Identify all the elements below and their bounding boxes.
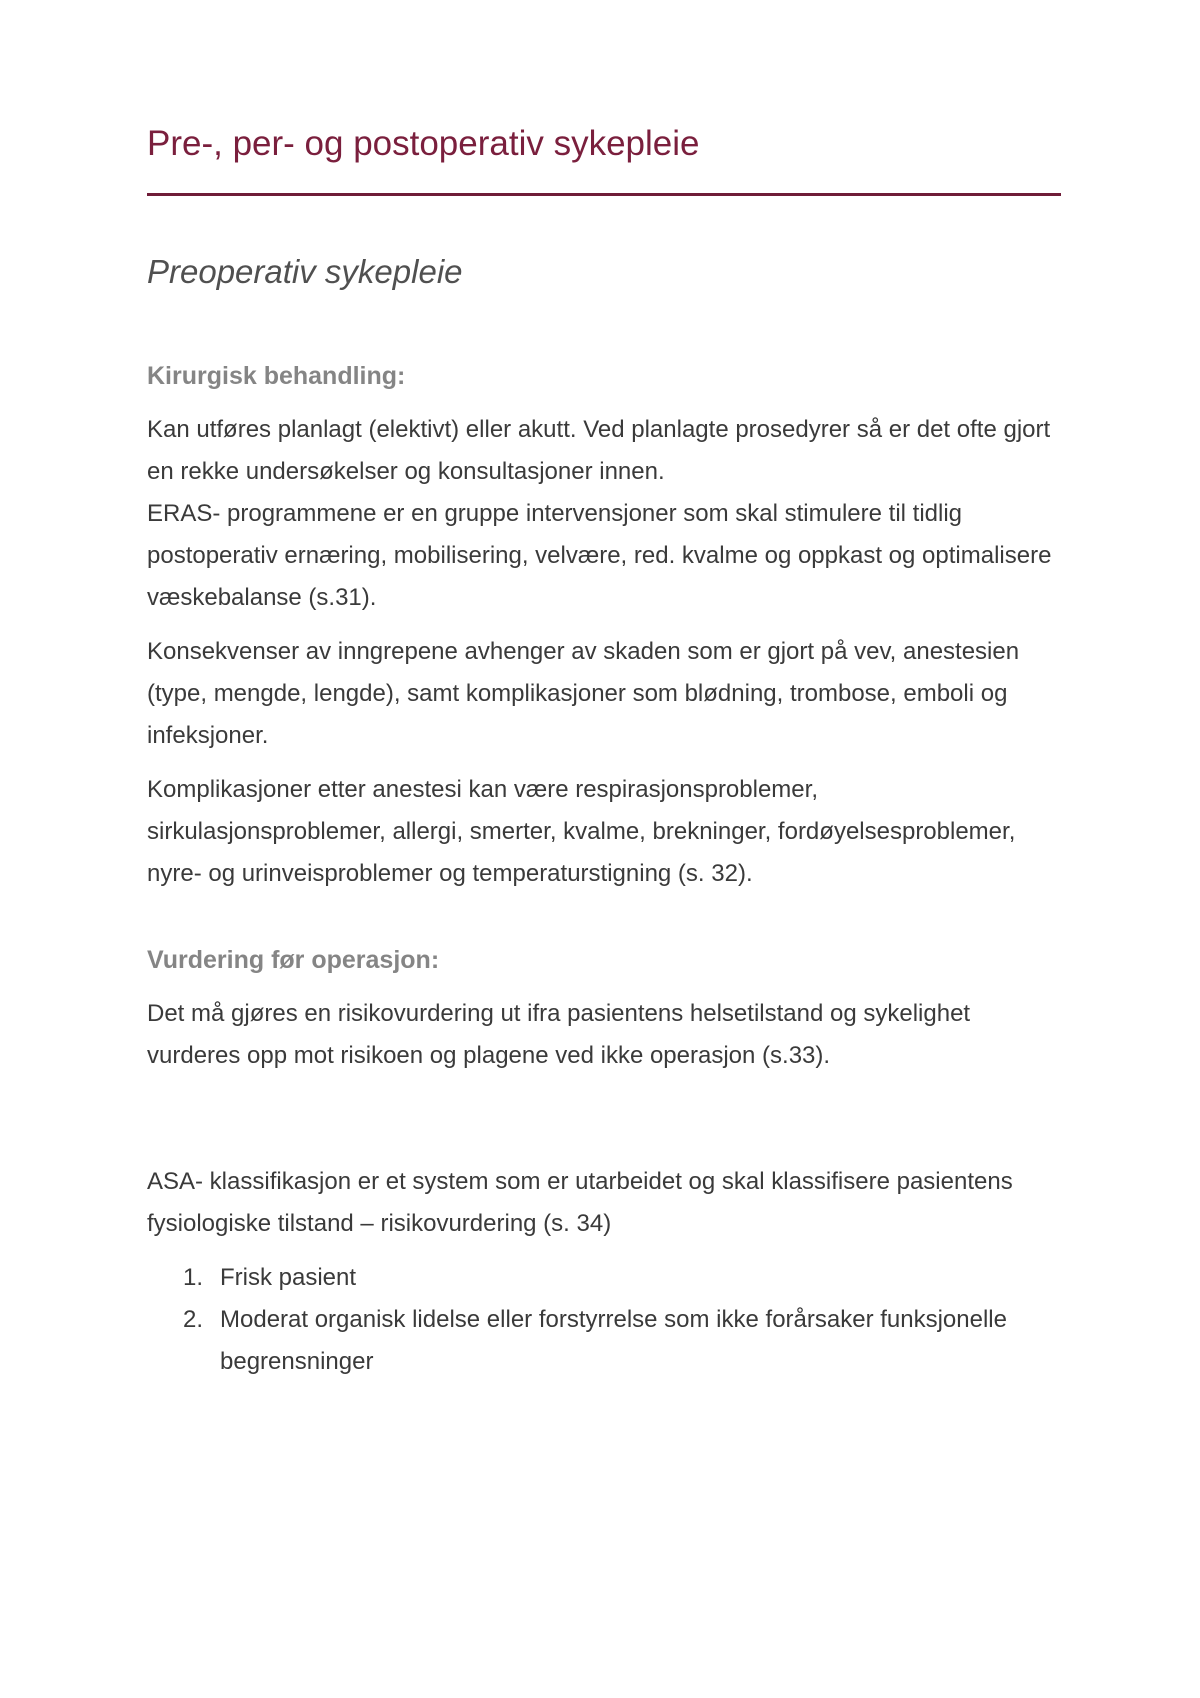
list-item bbox=[147, 1257, 1061, 1299]
list-item-text: Frisk pasient bbox=[220, 1264, 357, 1291]
list-item-number: 1. bbox=[183, 1264, 204, 1291]
paragraph-asa-intro: ASA- klassifikasjon er et system som er utarbeidet og skal klassifisere pasientens fysiologiske tilstand – risikovurdering (s. 34) bbox=[147, 1168, 1013, 1237]
list-item bbox=[147, 1299, 1061, 1383]
list-item-text: Moderat organisk lidelse eller forstyrrelse som ikke forårsaker funksjonelle begrensninger bbox=[220, 1306, 1007, 1375]
title-divider bbox=[147, 193, 1061, 196]
subheading-kirurgisk: Kirurgisk behandling: bbox=[147, 362, 406, 390]
subheading-vurdering: Vurdering før operasjon: bbox=[147, 946, 440, 974]
paragraph-eras-text: ERAS- programmene er en gruppe intervensjoner som skal stimulere til tidlig postoperativ ernæring, mobilisering, velvære, red. kvalme og oppkast og optimalisere væskebalanse (s.31). bbox=[147, 500, 1052, 611]
paragraph-risikovurdering: Det må gjøres en risikovurdering ut ifra pasientens helsetilstand og sykelighet vurderes opp mot risikoen og plagene ved ikke operasjon (s.33). bbox=[147, 1000, 971, 1069]
section-heading: Preoperativ sykepleie bbox=[147, 253, 463, 290]
asa-classification-list bbox=[147, 1257, 1061, 1383]
paragraph-konsekvenser: Konsekvenser av inngrepene avhenger av skaden som er gjort på vev, anestesien (type, mengde, lengde), samt komplikasjoner som blødning, trombose, emboli og infeksjoner. bbox=[147, 638, 1020, 749]
paragraph-elektiv bbox=[147, 409, 1061, 619]
list-item-number: 2. bbox=[183, 1306, 204, 1333]
paragraph-komplikasjoner: Komplikasjoner etter anestesi kan være respirasjonsproblemer, sirkulasjonsproblemer, allergi, smerter, kvalme, brekninger, fordøyelsesproblemer, nyre- og urinveisproblemer og temperaturstigning (s. 32). bbox=[147, 776, 1016, 887]
document-title: Pre-, per- og postoperativ sykepleie bbox=[147, 124, 700, 163]
document-body bbox=[147, 355, 1061, 1383]
paragraph-elektiv-text: Kan utføres planlagt (elektivt) eller akutt. Ved planlagte prosedyrer så er det ofte gjort en rekke undersøkelser og konsultasjoner innen. bbox=[147, 416, 1051, 485]
